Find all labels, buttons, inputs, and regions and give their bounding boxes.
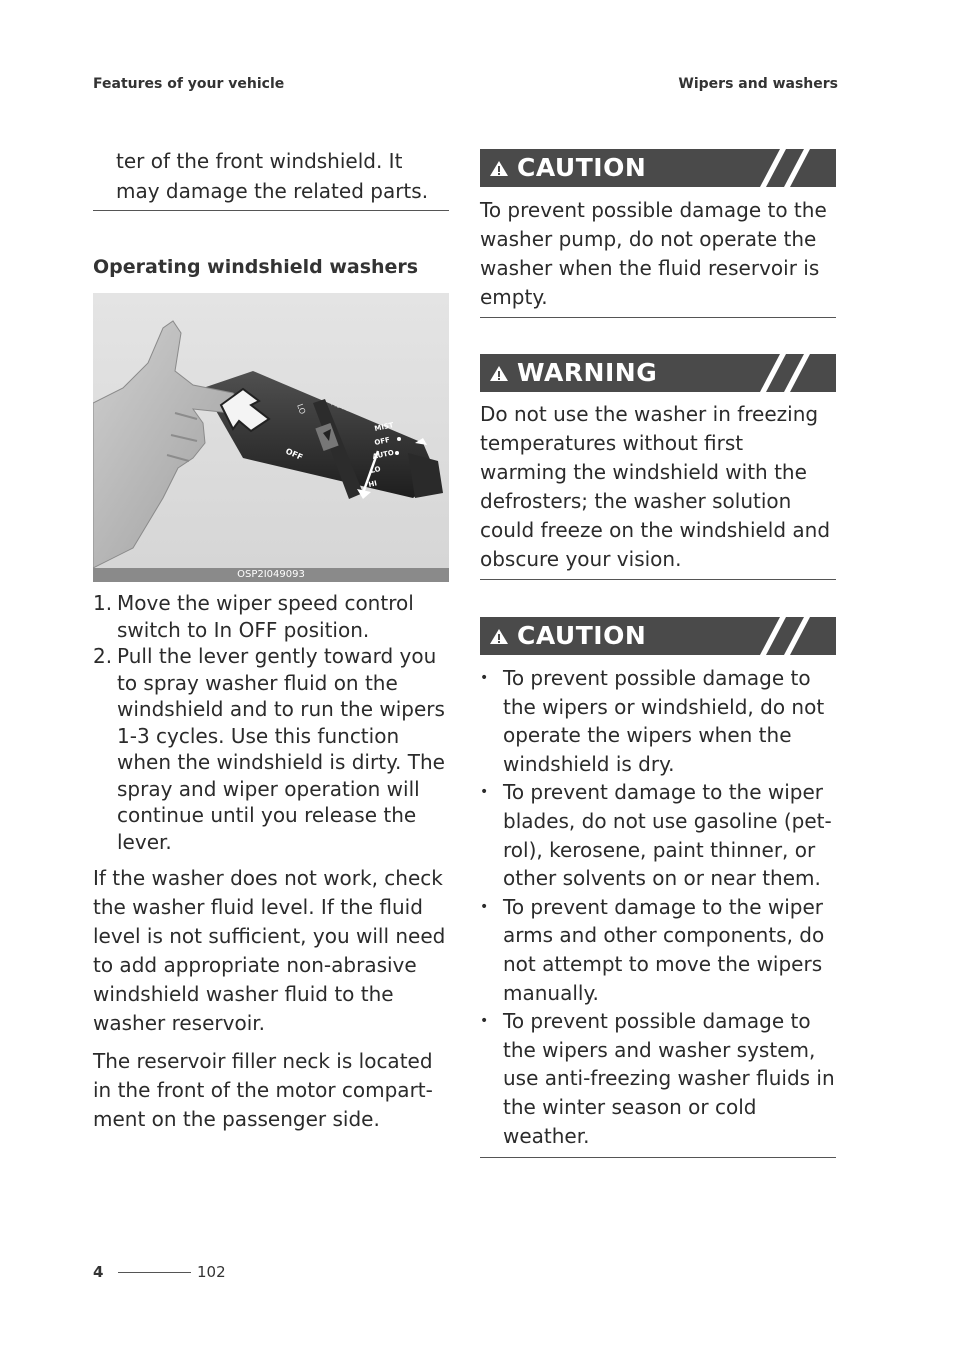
divider-rule	[480, 317, 836, 318]
label-lever-lo: LO	[295, 402, 308, 416]
step-item	[93, 643, 449, 855]
bullet-item: • To prevent possible damage to the wipers or windshield, do not operate the wipers when the windshield is dry.	[480, 664, 836, 778]
running-header-chapter: Features of your vehicle	[93, 76, 285, 92]
label-auto: AUTO	[371, 448, 395, 461]
step-number: 2.	[93, 644, 113, 668]
label-lo: LO	[369, 465, 382, 475]
step-number: 1.	[93, 591, 113, 615]
divider-rule	[480, 1157, 836, 1158]
bullet-item: • To prevent damage to the wiper arms and other components, do not attempt to move the wipers manually.	[480, 893, 836, 1007]
chapter-number: 4	[93, 1263, 104, 1281]
bullet-item: • To prevent damage to the wiper blades, do not use gasoline (pet- rol), kerosene, paint thinner, or other solvents on or near them.	[480, 778, 836, 892]
step-text: Pull the lever gently toward you to spray washer fluid on the windshield and to run the wipers 1-3 cycles. Use this function when the windshield is dirty. The spray and wiper operation will continue until you release the lever.	[117, 644, 445, 854]
running-header-section: Wipers and washers	[678, 76, 838, 92]
figure-code: OSP2I049093	[93, 568, 449, 582]
label-top-auto: AUTO	[330, 399, 352, 414]
label-off: OFF	[373, 435, 391, 447]
continued-text: ter of the front windshield. It may damage the related parts.	[116, 149, 429, 203]
step-text: Move the wiper speed control switch to In OFF position.	[117, 591, 414, 642]
caution-bullet-list	[480, 664, 836, 1150]
label-pull-off: OFF	[284, 446, 305, 463]
warning-triangle-icon	[489, 160, 509, 177]
wiper-lever-figure	[93, 293, 449, 582]
label-hi: HI	[367, 479, 378, 489]
caution-banner	[480, 149, 836, 187]
warning-text: Do not use the washer in freezing temperatures without first warming the windshield with the defrosters; the washer solution could freeze on the windshield and obscure your vision.	[480, 402, 831, 571]
step-item	[93, 590, 449, 643]
caution-label: CAUTION	[517, 621, 647, 650]
warning-banner	[480, 354, 836, 392]
caution-text: To prevent possible damage to the washer pump, do not operate the washer when the fluid reservoir is empty.	[480, 198, 827, 309]
footer-rule	[118, 1272, 191, 1273]
body-paragraph: If the washer does not work, check the washer fluid level. If the fluid level is not sufficient, you will need to add appropriate non-abrasive windshield washer fluid to the washer reservoir.	[93, 866, 446, 1035]
bullet-item: • To prevent possible damage to the wipers and washer system, use anti-freezing washer fluids in the winter season or cold weather.	[480, 1007, 836, 1150]
hand-lever-illustration	[93, 293, 449, 568]
section-title: Operating windshield washers	[93, 256, 419, 278]
caution-label: CAUTION	[517, 153, 647, 182]
divider-rule	[93, 210, 449, 211]
banner-stripes-decoration	[752, 617, 836, 655]
step-list	[93, 590, 449, 855]
caution-banner	[480, 617, 836, 655]
banner-stripes-decoration	[752, 149, 836, 187]
divider-rule	[480, 579, 836, 580]
banner-stripes-decoration	[752, 354, 836, 392]
warning-triangle-icon	[489, 628, 509, 645]
label-mist: MIST	[373, 421, 395, 433]
page-number: 102	[197, 1263, 226, 1281]
warning-triangle-icon	[489, 365, 509, 382]
body-paragraph: The reservoir filler neck is located in the front of the motor compart- ment on the passenger side.	[93, 1049, 433, 1131]
warning-label: WARNING	[517, 358, 658, 387]
